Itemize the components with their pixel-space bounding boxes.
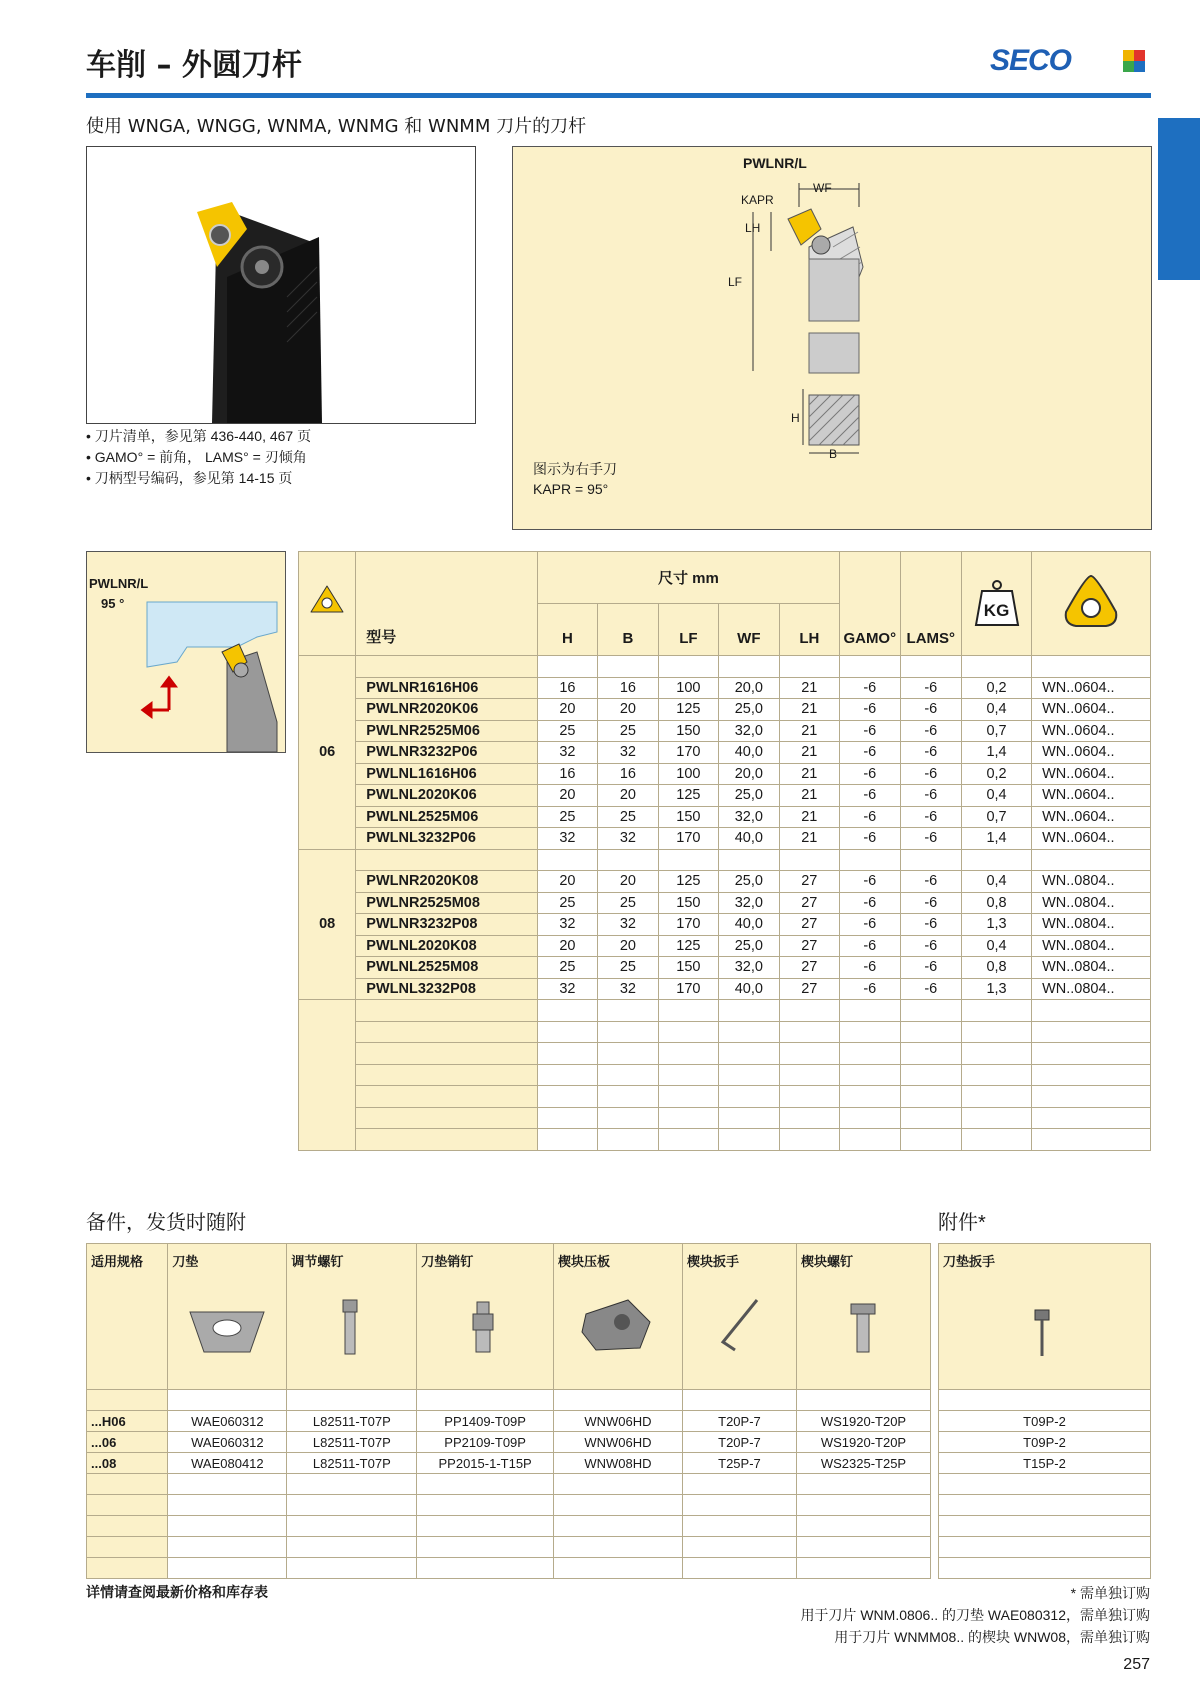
table-row <box>299 720 1151 742</box>
value-cell: WN..0604.. <box>1032 785 1151 807</box>
value-cell: 125 <box>658 871 718 893</box>
value-cell: -6 <box>840 806 900 828</box>
value-cell: 25 <box>598 720 658 742</box>
col-adjust-screw-label: 调节螺钉 <box>291 1254 344 1269</box>
table-spacer-row <box>299 1043 1151 1065</box>
model-cell: PWLNR2525M06 <box>356 720 537 742</box>
spec-cell: ...06 <box>87 1432 168 1453</box>
value-cell: 25 <box>598 892 658 914</box>
value-cell: 1,3 <box>962 978 1032 1000</box>
screw-icon <box>291 1270 411 1370</box>
value-cell: -6 <box>840 828 900 850</box>
col-shim-pin-label: 刀垫销钉 <box>421 1254 474 1269</box>
diagram-note-hand: 图示为右手刀 <box>533 461 617 477</box>
value-cell: 32 <box>598 828 658 850</box>
table-row <box>299 957 1151 979</box>
col-shim-key-label: 刀垫扳手 <box>943 1254 996 1269</box>
value-cell: -6 <box>840 914 900 936</box>
model-cell: PWLNL2525M06 <box>356 806 537 828</box>
part-cell: T09P-2 <box>939 1432 1151 1453</box>
value-cell: 100 <box>658 677 718 699</box>
value-cell: 32,0 <box>719 720 779 742</box>
value-cell: WN..0604.. <box>1032 677 1151 699</box>
value-cell: 21 <box>779 828 839 850</box>
value-cell: -6 <box>900 806 962 828</box>
col-wedge-clamp <box>553 1244 682 1390</box>
brand-logo: SECO <box>990 44 1072 77</box>
value-cell: 32 <box>537 828 597 850</box>
part-cell: T25P-7 <box>682 1453 796 1474</box>
table-spacer-row <box>299 849 1151 871</box>
key-icon <box>687 1270 792 1370</box>
value-cell: 40,0 <box>719 978 779 1000</box>
model-cell: PWLNR2020K08 <box>356 871 537 893</box>
table-row <box>299 763 1151 785</box>
table-row <box>299 677 1151 699</box>
insert-size-cell: 08 <box>299 849 356 1000</box>
bullet-item: • 刀片清单，参见第 436-440, 467 页 <box>86 426 311 447</box>
footer-notes <box>800 1582 1150 1648</box>
value-cell: 32 <box>537 914 597 936</box>
value-cell: -6 <box>900 742 962 764</box>
value-cell: 25 <box>537 892 597 914</box>
table-row <box>299 871 1151 893</box>
value-cell: -6 <box>840 699 900 721</box>
value-cell: 21 <box>779 742 839 764</box>
value-cell: 27 <box>779 978 839 1000</box>
value-cell: 1,3 <box>962 914 1032 936</box>
holder-style-diagram <box>86 551 286 753</box>
bullet-item: • GAMO° = 前角， LAMS° = 刃倾角 <box>86 447 311 468</box>
table-row <box>87 1432 931 1453</box>
value-cell: 25 <box>598 957 658 979</box>
value-cell: 25,0 <box>719 699 779 721</box>
table-spacer-row <box>87 1390 931 1411</box>
value-cell: 20 <box>598 871 658 893</box>
model-cell: PWLNR2020K06 <box>356 699 537 721</box>
col-adjust-screw <box>287 1244 417 1390</box>
value-cell: 170 <box>658 828 718 850</box>
value-cell: 32 <box>598 914 658 936</box>
value-cell: 170 <box>658 742 718 764</box>
value-cell: -6 <box>900 763 962 785</box>
value-cell: 27 <box>779 871 839 893</box>
table-row <box>299 892 1151 914</box>
table-row <box>299 785 1151 807</box>
value-cell: 32,0 <box>719 957 779 979</box>
value-cell: -6 <box>900 892 962 914</box>
value-cell: 21 <box>779 677 839 699</box>
table-spacer-row <box>939 1474 1151 1495</box>
value-cell: WN..0804.. <box>1032 892 1151 914</box>
value-cell: 125 <box>658 699 718 721</box>
wedge-screw-icon <box>801 1270 926 1370</box>
table-row <box>299 914 1151 936</box>
insert-size-icon <box>299 552 356 656</box>
value-cell: 40,0 <box>719 914 779 936</box>
value-cell: 27 <box>779 935 839 957</box>
value-cell: 40,0 <box>719 742 779 764</box>
part-cell: WNW08HD <box>553 1453 682 1474</box>
value-cell: 16 <box>537 763 597 785</box>
value-cell: 32,0 <box>719 806 779 828</box>
value-cell: 32 <box>598 742 658 764</box>
value-cell: 27 <box>779 892 839 914</box>
value-cell: 16 <box>598 763 658 785</box>
col-wedge-screw <box>796 1244 930 1390</box>
table-row <box>299 699 1151 721</box>
model-cell: PWLNL3232P06 <box>356 828 537 850</box>
value-cell: 40,0 <box>719 828 779 850</box>
footer-note-line: 用于刀片 WNM.0806.. 的刀垫 WAE080312，需单独订购 <box>800 1607 1150 1623</box>
shim-icon <box>172 1270 282 1370</box>
part-cell: WAE060312 <box>168 1432 287 1453</box>
value-cell: -6 <box>840 935 900 957</box>
page-number: 257 <box>1123 1656 1150 1673</box>
col-lf: LF <box>658 604 718 656</box>
part-cell: WS1920-T20P <box>796 1432 930 1453</box>
table-row <box>299 742 1151 764</box>
table-spacer-row <box>939 1495 1151 1516</box>
label-lf: LF <box>728 275 743 289</box>
value-cell: -6 <box>900 871 962 893</box>
page-title: 车削 – 外圆刀杆 <box>86 48 302 83</box>
value-cell: -6 <box>900 677 962 699</box>
value-cell: 25 <box>598 806 658 828</box>
model-cell: PWLNR3232P06 <box>356 742 537 764</box>
value-cell: 25 <box>537 720 597 742</box>
col-wedge-key <box>682 1244 796 1390</box>
value-cell: -6 <box>900 935 962 957</box>
optional-accessories-title: 附件* <box>938 1212 986 1234</box>
value-cell: WN..0604.. <box>1032 806 1151 828</box>
table-row <box>299 806 1151 828</box>
table-spacer-row <box>87 1516 931 1537</box>
col-h: H <box>537 604 597 656</box>
value-cell: -6 <box>900 978 962 1000</box>
holder-angle: 95 ° <box>101 596 125 611</box>
insert-icon <box>1032 552 1151 656</box>
value-cell: 21 <box>779 763 839 785</box>
value-cell: 25,0 <box>719 935 779 957</box>
value-cell: 150 <box>658 806 718 828</box>
value-cell: 125 <box>658 935 718 957</box>
model-cell: PWLNR3232P08 <box>356 914 537 936</box>
holder-code: PWLNR/L <box>89 576 149 591</box>
subtitle: 使用 WNGA, WNGG, WNMA, WNMG 和 WNMM 刀片的刀杆 <box>86 116 587 137</box>
part-cell: L82511-T07P <box>287 1411 417 1432</box>
table-row <box>299 935 1151 957</box>
table-spacer-row <box>939 1558 1151 1579</box>
value-cell: 0,2 <box>962 677 1032 699</box>
accessories-title: 备件，发货时随附 <box>86 1212 246 1234</box>
value-cell: 150 <box>658 892 718 914</box>
holder-table <box>298 551 1151 1151</box>
label-b: B <box>829 447 838 461</box>
value-cell: 21 <box>779 720 839 742</box>
value-cell: -6 <box>840 677 900 699</box>
value-cell: WN..0804.. <box>1032 957 1151 979</box>
optional-parts-table <box>938 1243 1151 1579</box>
value-cell: 0,4 <box>962 935 1032 957</box>
value-cell: 25 <box>537 806 597 828</box>
spare-parts-table <box>86 1243 931 1579</box>
value-cell: 20 <box>537 699 597 721</box>
model-cell: PWLNR2525M08 <box>356 892 537 914</box>
value-cell: 150 <box>658 720 718 742</box>
table-row <box>939 1432 1151 1453</box>
section-tab <box>1158 118 1200 280</box>
model-cell: PWLNL3232P08 <box>356 978 537 1000</box>
part-cell: WNW06HD <box>553 1432 682 1453</box>
value-cell: 20,0 <box>719 677 779 699</box>
value-cell: WN..0804.. <box>1032 914 1151 936</box>
diagram-title: PWLNR/L <box>743 155 807 171</box>
value-cell: WN..0604.. <box>1032 828 1151 850</box>
value-cell: 20 <box>537 935 597 957</box>
value-cell: 0,7 <box>962 806 1032 828</box>
value-cell: -6 <box>840 892 900 914</box>
table-row <box>939 1411 1151 1432</box>
col-shim-label: 刀垫 <box>172 1254 199 1269</box>
table-spacer-row <box>939 1537 1151 1558</box>
table-spacer-row <box>299 1064 1151 1086</box>
product-photo <box>86 146 476 424</box>
table-spacer-row <box>87 1537 931 1558</box>
value-cell: 32,0 <box>719 892 779 914</box>
value-cell: 170 <box>658 914 718 936</box>
value-cell: WN..0604.. <box>1032 742 1151 764</box>
value-cell: 0,4 <box>962 699 1032 721</box>
dimension-header: 尺寸 mm <box>537 552 839 604</box>
value-cell: WN..0604.. <box>1032 720 1151 742</box>
spec-cell: ...08 <box>87 1453 168 1474</box>
col-b: B <box>598 604 658 656</box>
table-spacer-row <box>939 1390 1151 1411</box>
model-cell: PWLNL2525M08 <box>356 957 537 979</box>
wedge-icon <box>558 1270 678 1370</box>
value-cell: 25,0 <box>719 785 779 807</box>
value-cell: 0,2 <box>962 763 1032 785</box>
value-cell: -6 <box>840 785 900 807</box>
footer-note-line: * 需单独订购 <box>1070 1585 1150 1601</box>
label-lh: LH <box>745 221 761 235</box>
brand-logo-squares <box>1123 50 1145 72</box>
value-cell: 20 <box>598 935 658 957</box>
value-cell: 0,8 <box>962 957 1032 979</box>
table-spacer-row <box>87 1558 931 1579</box>
table-row <box>299 828 1151 850</box>
value-cell: WN..0804.. <box>1032 978 1151 1000</box>
table-row <box>87 1411 931 1432</box>
col-lams: LAMS° <box>900 552 962 656</box>
bullet-list <box>86 426 311 489</box>
value-cell: 16 <box>537 677 597 699</box>
table-spacer-row <box>299 1107 1151 1129</box>
footer-note-line: 用于刀片 WNMM08.. 的楔块 WNW08，需单独订购 <box>834 1629 1150 1645</box>
value-cell: 27 <box>779 914 839 936</box>
col-wf: WF <box>719 604 779 656</box>
value-cell: -6 <box>840 871 900 893</box>
table-spacer-row <box>299 1021 1151 1043</box>
col-shim-pin <box>417 1244 554 1390</box>
value-cell: -6 <box>840 742 900 764</box>
value-cell: WN..0804.. <box>1032 871 1151 893</box>
header-rule <box>86 93 1151 98</box>
value-cell: 20 <box>537 871 597 893</box>
value-cell: 20 <box>598 699 658 721</box>
table-spacer-row <box>87 1495 931 1516</box>
col-spec: 适用规格 <box>87 1244 168 1390</box>
value-cell: 20,0 <box>719 763 779 785</box>
col-shim-key <box>939 1244 1151 1390</box>
weight-label: KG <box>983 600 1010 620</box>
table-row <box>939 1453 1151 1474</box>
value-cell: 21 <box>779 785 839 807</box>
model-cell: PWLNR1616H06 <box>356 677 537 699</box>
part-cell: L82511-T07P <box>287 1453 417 1474</box>
value-cell: 0,7 <box>962 720 1032 742</box>
value-cell: 25,0 <box>719 871 779 893</box>
value-cell: -6 <box>840 957 900 979</box>
part-cell: PP2015-1-T15P <box>417 1453 554 1474</box>
part-cell: PP1409-T09P <box>417 1411 554 1432</box>
footer-note: 详情请查阅最新价格和库存表 <box>86 1584 268 1600</box>
model-cell: PWLNL1616H06 <box>356 763 537 785</box>
value-cell: -6 <box>840 720 900 742</box>
table-spacer-row <box>299 1000 1151 1022</box>
label-h: H <box>791 411 800 425</box>
value-cell: -6 <box>840 978 900 1000</box>
value-cell: 150 <box>658 957 718 979</box>
value-cell: 16 <box>598 677 658 699</box>
part-cell: PP2109-T09P <box>417 1432 554 1453</box>
value-cell: 20 <box>537 785 597 807</box>
value-cell: 1,4 <box>962 828 1032 850</box>
dimension-diagram <box>512 146 1152 530</box>
table-spacer-row <box>299 1086 1151 1108</box>
pin-icon <box>421 1270 546 1370</box>
model-header: 型号 <box>356 552 537 656</box>
table-spacer-row <box>299 656 1151 678</box>
col-shim <box>168 1244 287 1390</box>
part-cell: T09P-2 <box>939 1411 1151 1432</box>
value-cell: 0,4 <box>962 871 1032 893</box>
value-cell: -6 <box>900 957 962 979</box>
value-cell: 20 <box>598 785 658 807</box>
col-wedge-clamp-label: 楔块压板 <box>557 1254 610 1269</box>
value-cell: 0,8 <box>962 892 1032 914</box>
model-cell: PWLNL2020K08 <box>356 935 537 957</box>
model-cell: PWLNL2020K06 <box>356 785 537 807</box>
value-cell: 100 <box>658 763 718 785</box>
table-spacer-row <box>87 1474 931 1495</box>
part-cell: WAE080412 <box>168 1453 287 1474</box>
value-cell: -6 <box>900 785 962 807</box>
value-cell: 1,4 <box>962 742 1032 764</box>
value-cell: -6 <box>900 699 962 721</box>
spec-cell: ...H06 <box>87 1411 168 1432</box>
value-cell: -6 <box>840 763 900 785</box>
part-cell: WS2325-T25P <box>796 1453 930 1474</box>
value-cell: WN..0604.. <box>1032 699 1151 721</box>
label-wf: WF <box>813 181 832 195</box>
value-cell: 32 <box>537 978 597 1000</box>
table-row <box>299 978 1151 1000</box>
col-lh: LH <box>779 604 839 656</box>
col-wedge-key-label: 楔块扳手 <box>686 1254 739 1269</box>
table-spacer-row <box>299 1129 1151 1151</box>
value-cell: 125 <box>658 785 718 807</box>
value-cell: 32 <box>598 978 658 1000</box>
col-gamo: GAMO° <box>840 552 900 656</box>
value-cell: -6 <box>900 914 962 936</box>
part-cell: T15P-2 <box>939 1453 1151 1474</box>
table-row <box>87 1453 931 1474</box>
shim-key-icon <box>943 1270 1143 1370</box>
value-cell: 170 <box>658 978 718 1000</box>
value-cell: 25 <box>537 957 597 979</box>
value-cell: 27 <box>779 957 839 979</box>
value-cell: 32 <box>537 742 597 764</box>
part-cell: T20P-7 <box>682 1411 796 1432</box>
value-cell: WN..0804.. <box>1032 935 1151 957</box>
diagram-note-kapr: KAPR = 95° <box>533 481 609 497</box>
col-wedge-screw-label: 楔块螺钉 <box>800 1254 853 1269</box>
weight-icon <box>962 552 1032 656</box>
value-cell: 21 <box>779 806 839 828</box>
part-cell: WS1920-T20P <box>796 1411 930 1432</box>
value-cell: -6 <box>900 828 962 850</box>
part-cell: T20P-7 <box>682 1432 796 1453</box>
value-cell: WN..0604.. <box>1032 763 1151 785</box>
label-kapr: KAPR <box>741 193 774 207</box>
bullet-item: • 刀柄型号编码，参见第 14-15 页 <box>86 468 311 489</box>
value-cell: -6 <box>900 720 962 742</box>
value-cell: 21 <box>779 699 839 721</box>
insert-size-cell: 06 <box>299 656 356 850</box>
part-cell: WAE060312 <box>168 1411 287 1432</box>
table-spacer-row <box>939 1516 1151 1537</box>
value-cell: 0,4 <box>962 785 1032 807</box>
part-cell: L82511-T07P <box>287 1432 417 1453</box>
part-cell: WNW06HD <box>553 1411 682 1432</box>
